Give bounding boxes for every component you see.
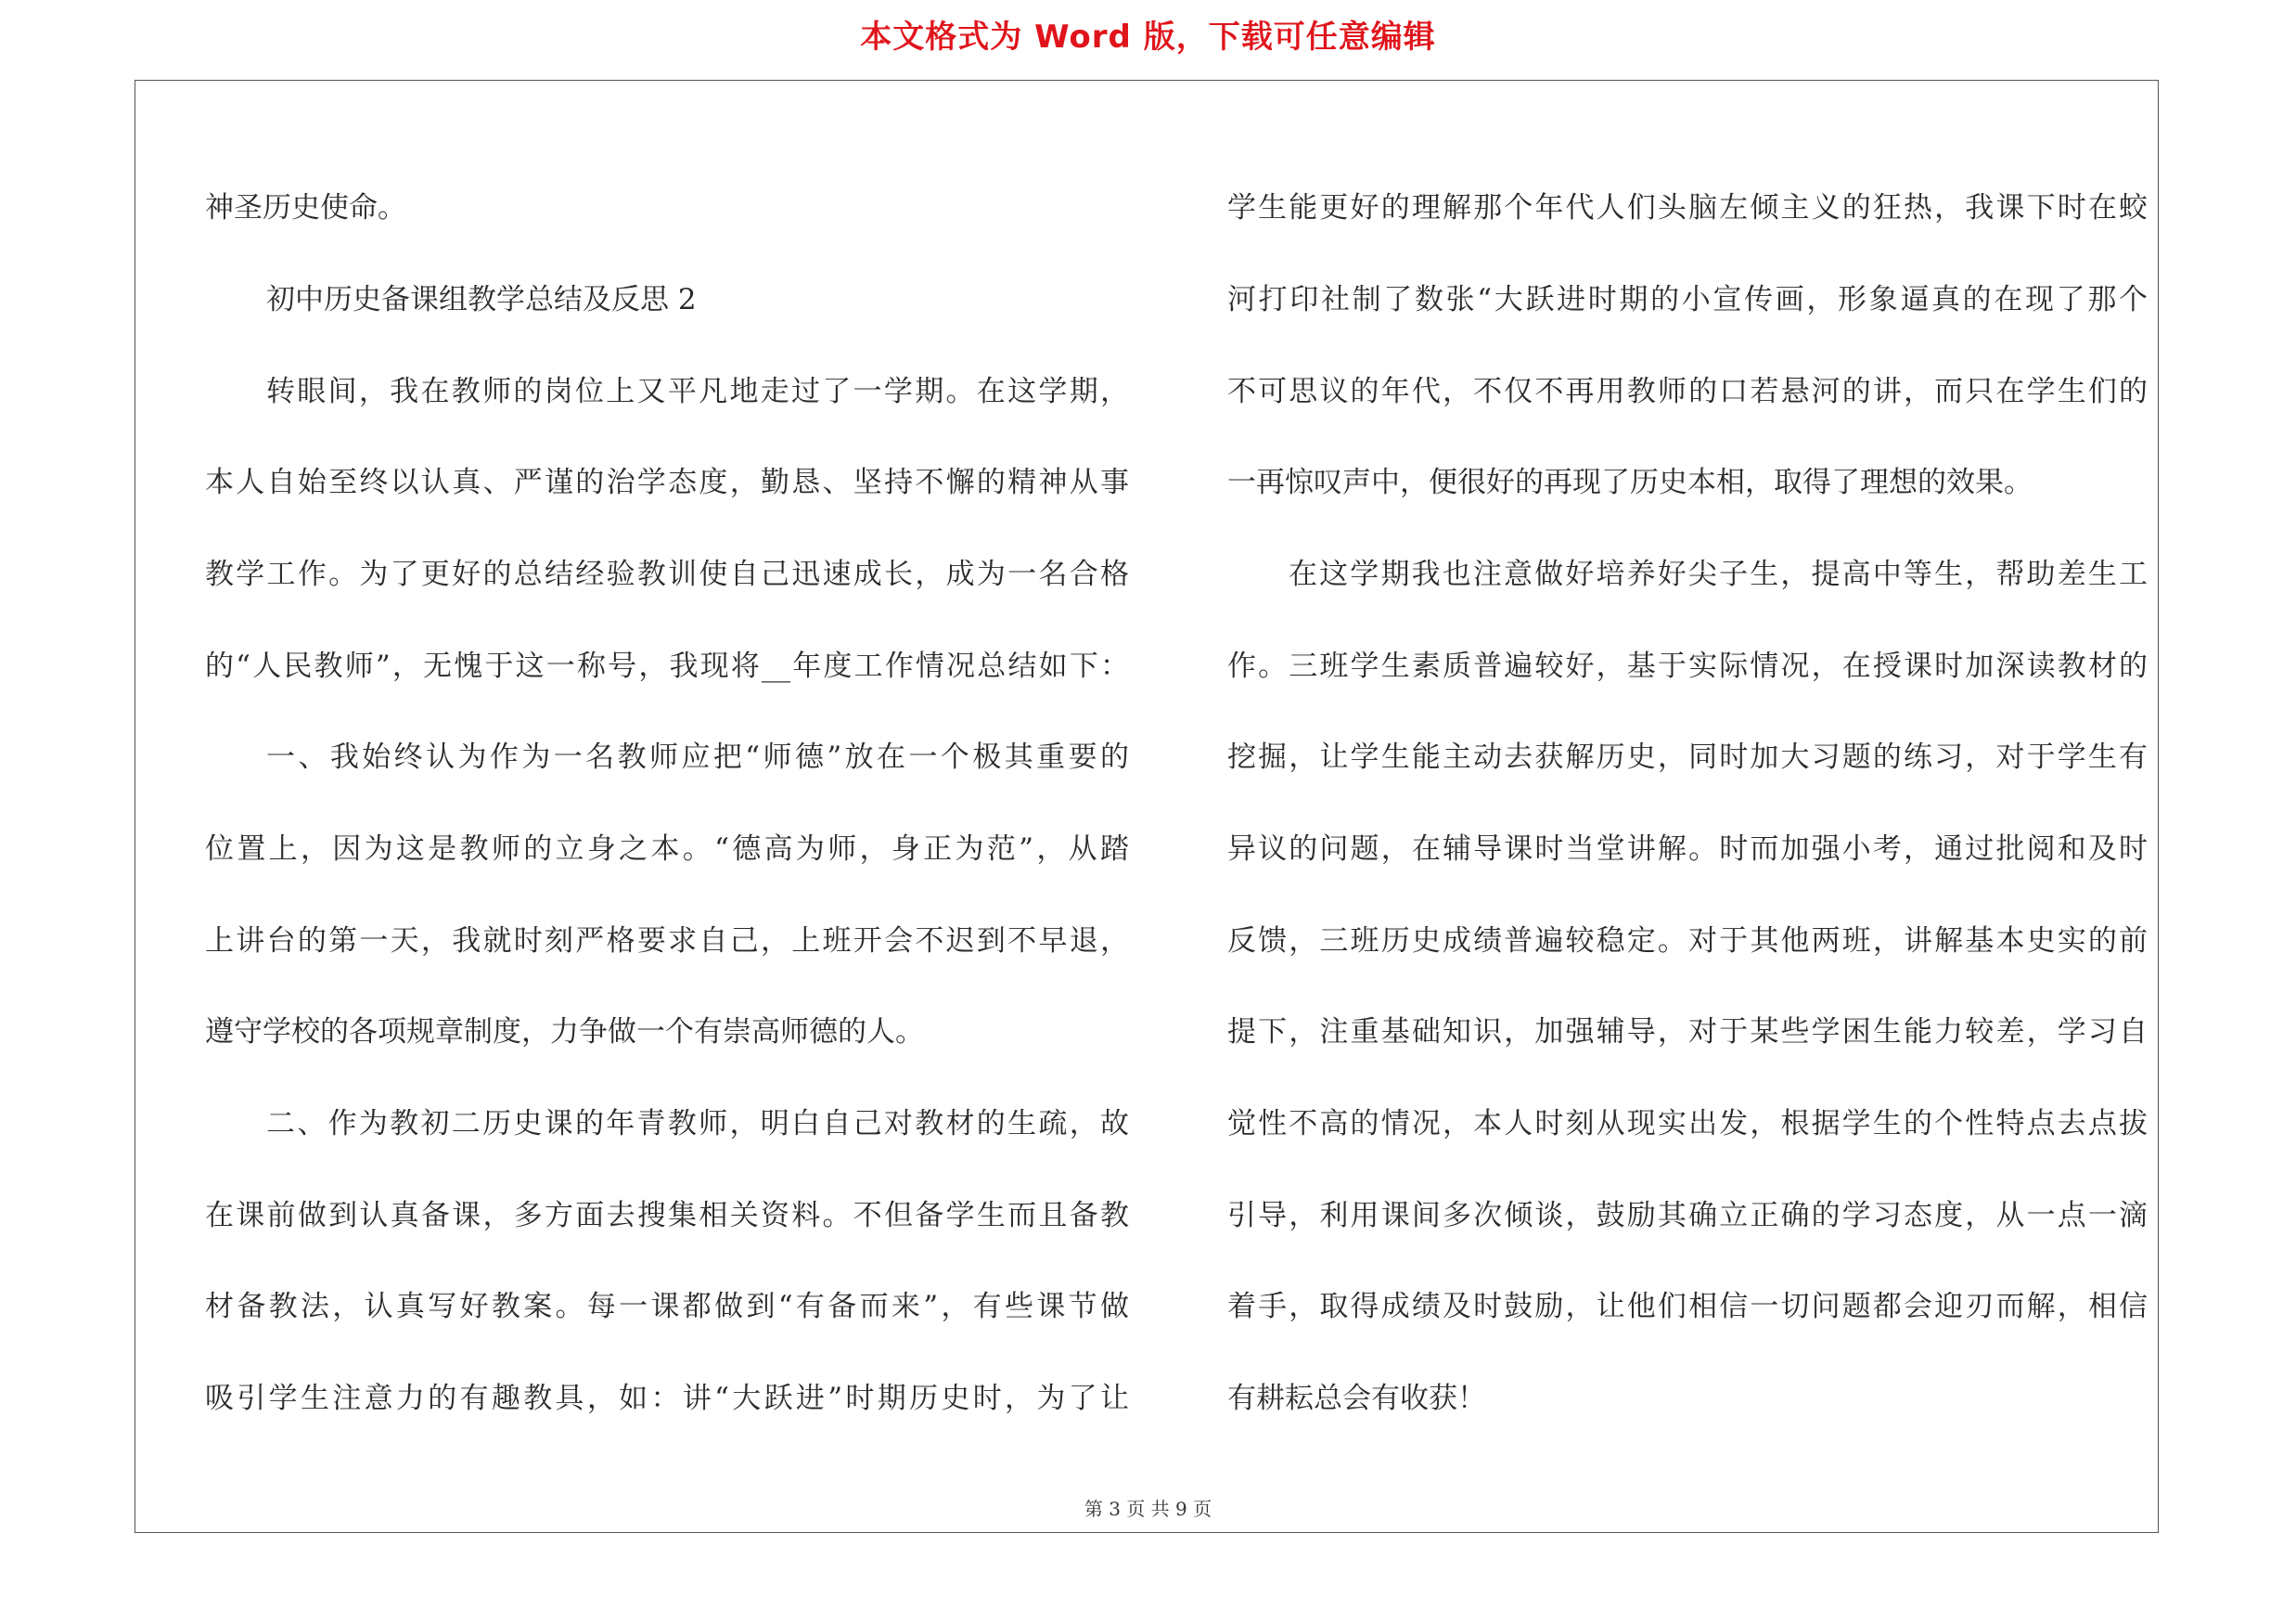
section-heading: 初中历史备课组教学总结及反思 2 [266, 283, 697, 316]
left-line-8: 位置上，因为这是教师的立身之本。“德高为师，身正为范”，从踏 [205, 832, 1129, 866]
left-line-12: 在课前做到认真备课，多方面去搜集相关资料。不但备学生而且备教 [205, 1199, 1129, 1232]
left-line-1: 神圣历史使命。 [205, 191, 406, 225]
left-line-10: 遵守学校的各项规章制度，力争做一个有崇高师德的人。 [205, 1015, 924, 1049]
left-line-6: 的“人民教师”，无愧于这一称号，我现将__年度工作情况总结如下： [205, 650, 1129, 683]
right-line-7: 挖掘，让学生能主动去获解历史，同时加大习题的练习，对于学生有 [1227, 741, 2148, 774]
right-line-8: 异议的问题，在辅导课时当堂讲解。时而加强小考，通过批阅和及时 [1227, 832, 2148, 866]
left-line-7: 一、我始终认为作为一名教师应把“师德”放在一个极其重要的 [266, 741, 1129, 774]
left-line-14: 吸引学生注意力的有趣教具，如：讲“大跃进”时期历史时，为了让 [205, 1382, 1129, 1415]
right-line-5: 在这学期我也注意做好培养好尖子生，提高中等生，帮助差生工 [1289, 558, 2148, 591]
left-line-4: 本人自始至终以认真、严谨的治学态度，勤恳、坚持不懈的精神从事 [205, 466, 1129, 499]
right-line-3: 不可思议的年代，不仅不再用教师的口若悬河的讲，而只在学生们的 [1227, 375, 2148, 408]
right-line-10: 提下，注重基础知识，加强辅导，对于某些学困生能力较差，学习自 [1227, 1015, 2148, 1049]
right-line-6: 作。三班学生素质普遍较好，基于实际情况，在授课时加深读教材的 [1227, 650, 2148, 683]
left-line-5: 教学工作。为了更好的总结经验教训使自己迅速成长，成为一名合格 [205, 558, 1129, 591]
left-line-11: 二、作为教初二历史课的年青教师，明白自己对教材的生疏，故 [266, 1107, 1129, 1140]
right-line-1: 学生能更好的理解那个年代人们头脑左倾主义的狂热，我课下时在蛟 [1227, 191, 2148, 225]
format-banner: 本文格式为 Word 版，下载可任意编辑 [860, 19, 1436, 56]
right-line-9: 反馈，三班历史成绩普遍较稳定。对于其他两班，讲解基本史实的前 [1227, 924, 2148, 958]
page-number: 第 3 页 共 9 页 [1084, 1498, 1212, 1520]
left-line-9: 上讲台的第一天，我就时刻严格要求自己，上班开会不迟到不早退， [205, 924, 1129, 958]
right-line-11: 觉性不高的情况，本人时刻从现实出发，根据学生的个性特点去点拔 [1227, 1107, 2148, 1140]
right-line-14: 有耕耘总会有收获！ [1227, 1382, 1486, 1415]
left-line-13: 材备教法，认真写好教案。每一课都做到“有备而来”，有些课节做 [205, 1290, 1129, 1323]
right-line-4: 一再惊叹声中，便很好的再现了历史本相，取得了理想的效果。 [1227, 466, 2033, 499]
left-line-3: 转眼间，我在教师的岗位上又平凡地走过了一学期。在这学期， [266, 375, 1129, 408]
right-line-12: 引导，利用课间多次倾谈，鼓励其确立正确的学习态度，从一点一滴 [1227, 1199, 2148, 1232]
right-line-2: 河打印社制了数张“大跃进时期的小宣传画，形象逼真的在现了那个 [1227, 283, 2148, 316]
right-line-13: 着手，取得成绩及时鼓励，让他们相信一切问题都会迎刃而解，相信 [1227, 1290, 2148, 1323]
